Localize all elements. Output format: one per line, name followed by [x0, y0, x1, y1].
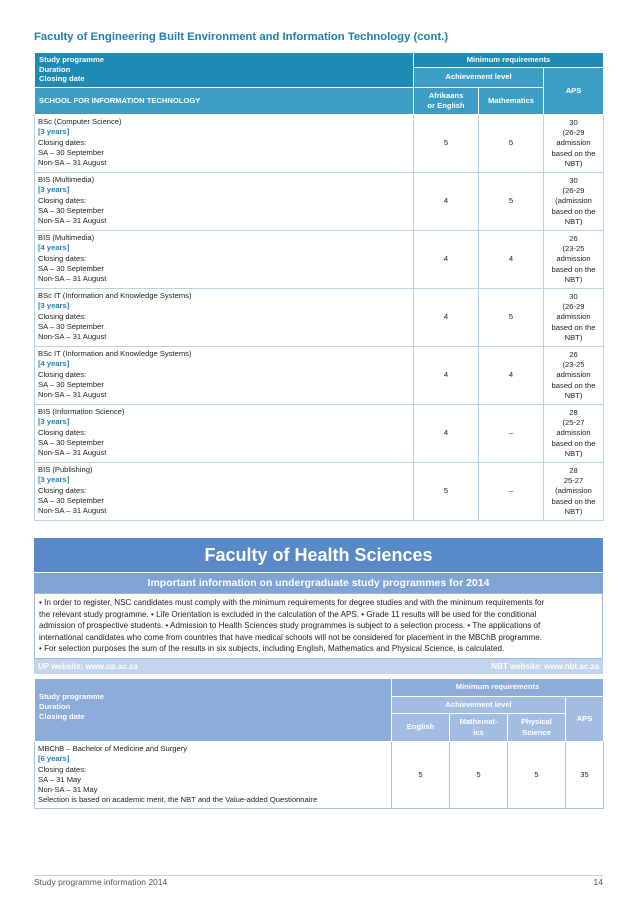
health-sciences-subtitle: Important information on undergraduate study programmes for 2014	[34, 572, 603, 593]
mathematics-value: 4	[479, 347, 544, 405]
programme-name: BSc IT (Information and Knowledge Systems)	[38, 349, 192, 358]
head-aps: APS	[544, 68, 604, 115]
mathematics-value: 5	[479, 289, 544, 347]
aps-line: NBT)	[564, 216, 583, 226]
programme-cell	[35, 347, 414, 405]
head-afr-line2: or English	[427, 101, 465, 110]
head-afrikaans-english	[414, 88, 479, 115]
closing-date-sa: SA – 30 September	[38, 205, 104, 215]
aps-line: NBT)	[564, 448, 583, 458]
closing-date-non-sa: Non-SA – 31 August	[38, 390, 107, 400]
programme-name: BIS (Multimedia)	[38, 233, 95, 242]
head-minimum-requirements: Minimum requirements	[392, 679, 604, 697]
afrikaans-english-value: 4	[414, 405, 479, 463]
aps-line: 25-27	[563, 476, 584, 486]
aps-line: based on the	[551, 264, 596, 274]
table-row	[35, 405, 604, 463]
aps-line: 26	[569, 349, 578, 359]
table-row	[35, 289, 604, 347]
head-math-line2: ics	[473, 727, 484, 737]
aps-line: based on the	[551, 148, 596, 158]
aps-line: 30	[569, 175, 578, 185]
mathematics-value: 4	[479, 231, 544, 289]
aps-line: (26-29	[562, 186, 585, 196]
head-closing-date: Closing date	[39, 712, 85, 721]
programme-duration: [4 years]	[38, 359, 70, 369]
up-website-link[interactable]: UP website: www.up.ac.za	[38, 661, 138, 671]
aps-line: based on the	[551, 322, 596, 332]
programme-duration: [3 years]	[38, 185, 70, 195]
aps-line: (admission	[555, 196, 592, 206]
table-row	[35, 463, 604, 521]
closing-date-non-sa: Non-SA – 31 August	[38, 506, 107, 516]
head-minimum-requirements: Minimum requirements	[414, 53, 604, 68]
afrikaans-english-value: 4	[414, 289, 479, 347]
website-links	[34, 659, 603, 674]
aps-value	[544, 405, 604, 463]
closing-date-sa: SA – 30 September	[38, 147, 104, 157]
head-study-programme: Study programme	[39, 692, 104, 701]
page-number: 14	[593, 877, 603, 887]
closing-dates-label: Closing dates:	[38, 427, 87, 437]
closing-date-non-sa: Non-SA – 31 August	[38, 332, 107, 342]
aps-value	[544, 231, 604, 289]
head-mathematics: Mathematics	[479, 88, 544, 115]
info-line: admission of prospective students. • Admission to Health Sciences study programmes is subject to a selection process. • The applications of	[39, 621, 541, 631]
aps-line: NBT)	[564, 390, 583, 400]
aps-value	[544, 173, 604, 231]
closing-date-sa: SA – 30 September	[38, 379, 104, 389]
afrikaans-english-value: 4	[414, 173, 479, 231]
closing-date-sa: SA – 30 September	[38, 321, 104, 331]
programme-name: BIS (Multimedia)	[38, 175, 95, 184]
aps-value	[544, 347, 604, 405]
info-line: international candidates who come from countries that have medical schools will not be considered for placement in the MBChB programme.	[39, 632, 542, 642]
health-sciences-section	[34, 538, 603, 674]
aps-line: NBT)	[564, 506, 583, 516]
closing-dates-label: Closing dates:	[38, 369, 87, 379]
aps-line: (admission	[555, 486, 592, 496]
info-line: • For selection purposes the sum of the results in six subjects, including English, Mathematics and Physical Science, is calculated.	[39, 644, 505, 654]
head-closing-date: Closing date	[39, 74, 85, 83]
english-value: 5	[392, 742, 450, 809]
programme-cell	[35, 115, 414, 173]
head-english: English	[392, 714, 450, 742]
aps-line: based on the	[551, 496, 596, 506]
programme-name: MBChB – Bachelor of Medicine and Surgery	[38, 744, 187, 753]
closing-date-sa: SA – 30 September	[38, 495, 104, 505]
head-achievement-level: Achievement level	[392, 697, 566, 714]
aps-line: admission	[556, 254, 591, 264]
health-requirements-table	[34, 678, 604, 809]
closing-date-sa: SA – 30 September	[38, 263, 104, 273]
closing-date-non-sa: Non-SA – 31 August	[38, 274, 107, 284]
head-phys-line2: Science	[522, 727, 551, 737]
nbt-website-link[interactable]: NBT website: www.nbt.ac.za	[491, 661, 599, 671]
head-duration: Duration	[39, 702, 71, 711]
programme-cell	[35, 173, 414, 231]
table-row	[35, 231, 604, 289]
closing-date-non-sa: Non-SA – 31 August	[38, 216, 107, 226]
info-line: • In order to register, NSC candidates must comply with the minimum requirements for degree studies and with the minimum requirements for	[39, 598, 545, 607]
programme-duration: [4 years]	[38, 243, 70, 253]
closing-dates-label: Closing dates:	[38, 764, 87, 774]
aps-line: (23-25	[562, 244, 585, 254]
programme-cell	[35, 405, 414, 463]
programme-name: BIS (Publishing)	[38, 465, 93, 474]
aps-line: 26	[569, 233, 578, 243]
programme-duration: [3 years]	[38, 301, 70, 311]
mathematics-value: –	[479, 463, 544, 521]
head-duration: Duration	[39, 64, 71, 74]
aps-value	[544, 463, 604, 521]
programme-name: BSc (Computer Science)	[38, 117, 122, 126]
programme-cell	[35, 463, 414, 521]
afrikaans-english-value: 4	[414, 347, 479, 405]
aps-line: based on the	[551, 438, 596, 448]
aps-line: 28	[569, 465, 578, 475]
head-math-line1: Mathemat-	[459, 717, 498, 727]
aps-value	[544, 115, 604, 173]
aps-line: admission	[556, 370, 591, 380]
important-information	[34, 593, 603, 659]
aps-line: NBT)	[564, 158, 583, 168]
table-row	[35, 173, 604, 231]
closing-date-non-sa: Non-SA – 31 August	[38, 158, 107, 168]
closing-date-sa: SA – 31 May	[38, 774, 82, 784]
aps-line: (26-29	[562, 302, 585, 312]
programme-name: BIS (Information Science)	[38, 407, 125, 416]
table2-head-left	[35, 679, 392, 742]
afrikaans-english-value: 5	[414, 463, 479, 521]
programme-duration: [6 years]	[38, 754, 70, 764]
aps-line: based on the	[551, 380, 596, 390]
head-study-programme: Study programme	[39, 55, 104, 64]
table-head-left	[35, 53, 414, 88]
mathematics-value: 5	[479, 115, 544, 173]
closing-date-non-sa: Non-SA – 31 August	[38, 448, 107, 458]
table-row	[35, 347, 604, 405]
health-sciences-title: Faculty of Health Sciences	[34, 538, 603, 572]
closing-dates-label: Closing dates:	[38, 485, 87, 495]
programme-cell	[35, 742, 392, 809]
programme-cell	[35, 289, 414, 347]
page-footer	[34, 875, 603, 887]
aps-line: (25-27	[562, 418, 585, 428]
mathematics-value: 5	[479, 173, 544, 231]
footer-document-title: Study programme information 2014	[34, 877, 168, 887]
closing-date-sa: SA – 30 September	[38, 437, 104, 447]
afrikaans-english-value: 4	[414, 231, 479, 289]
aps-line: admission	[556, 138, 591, 148]
head-achievement-level: Achievement level	[414, 68, 544, 88]
aps-line: NBT)	[564, 332, 583, 342]
aps-line: (23-25	[562, 360, 585, 370]
afrikaans-english-value: 5	[414, 115, 479, 173]
closing-dates-label: Closing dates:	[38, 195, 87, 205]
aps-line: based on the	[551, 206, 596, 216]
aps-line: admission	[556, 312, 591, 322]
programme-name: BSc IT (Information and Knowledge Systems)	[38, 291, 192, 300]
head-phys-line1: Physical	[521, 717, 552, 727]
aps-line: 30	[569, 117, 578, 127]
aps-line: 30	[569, 291, 578, 301]
mathematics-value: –	[479, 405, 544, 463]
closing-date-non-sa: Non-SA – 31 May	[38, 785, 98, 795]
head-afr-line1: Afrikaans	[428, 90, 464, 100]
aps-line: NBT)	[564, 274, 583, 284]
aps-value: 35	[566, 742, 604, 809]
head-school: SCHOOL FOR INFORMATION TECHNOLOGY	[35, 88, 414, 115]
page-title: Faculty of Engineering Built Environment and Information Technology (cont.)	[34, 31, 449, 43]
head-mathematics	[450, 714, 508, 742]
mathematics-value: 5	[450, 742, 508, 809]
programme-duration: [3 years]	[38, 475, 70, 485]
programme-duration: [3 years]	[38, 127, 70, 137]
selection-note: Selection is based on academic merit, the NBT and the Value-added Questionnaire	[38, 795, 318, 805]
aps-value	[544, 289, 604, 347]
physical-science-value: 5	[508, 742, 566, 809]
engineering-it-requirements-table	[34, 52, 604, 521]
aps-line: 28	[569, 407, 578, 417]
closing-dates-label: Closing dates:	[38, 137, 87, 147]
programme-duration: [3 years]	[38, 417, 70, 427]
table-row	[35, 115, 604, 173]
closing-dates-label: Closing dates:	[38, 311, 87, 321]
aps-line: admission	[556, 428, 591, 438]
closing-dates-label: Closing dates:	[38, 253, 87, 263]
programme-cell	[35, 231, 414, 289]
head-aps: APS	[566, 697, 604, 742]
aps-line: (26-29	[562, 128, 585, 138]
head-physical-science	[508, 714, 566, 742]
info-line: the relevant study programme. • Life Orientation is excluded in the calculation of the APS. • Grade 11 results will be used for the conditional	[39, 609, 537, 619]
table-row	[35, 742, 604, 809]
